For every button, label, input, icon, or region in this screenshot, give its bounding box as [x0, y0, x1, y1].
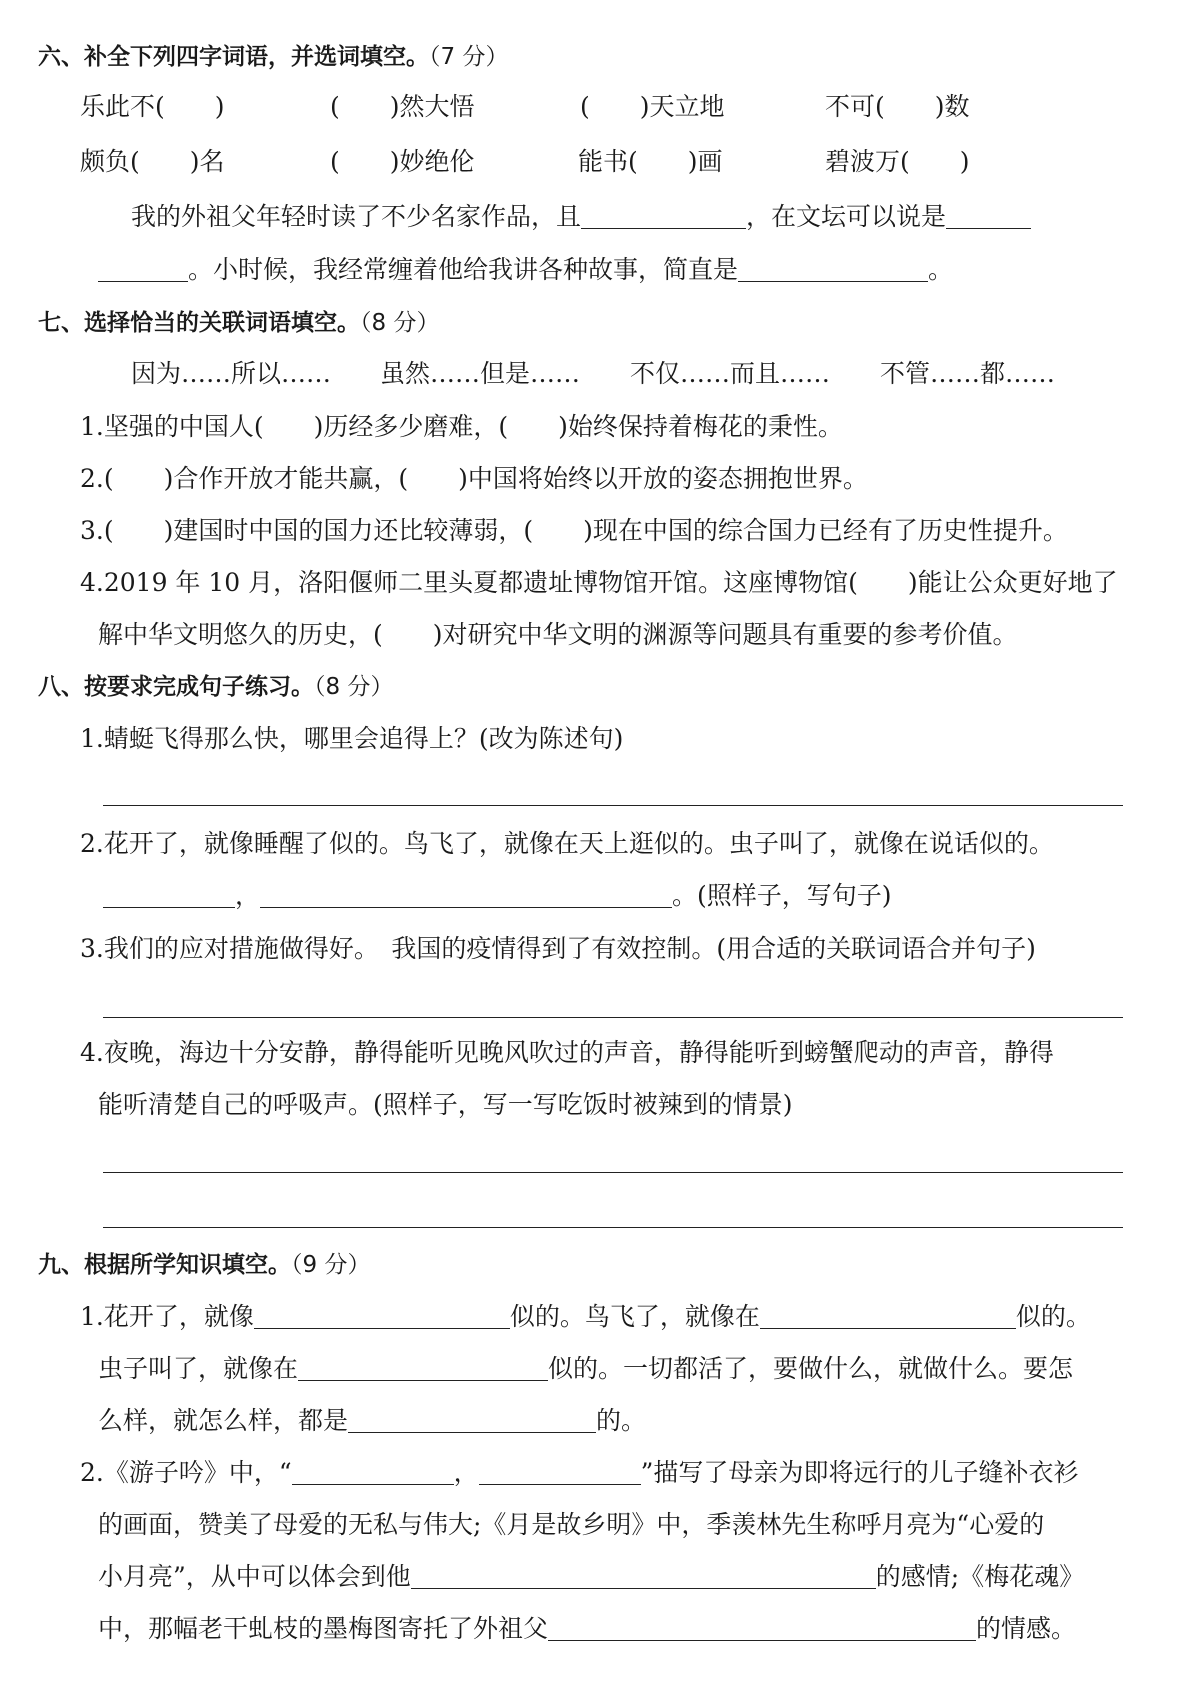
s6-paragraph-line-1: 我的外祖父年轻时读了不少名家作品，且 ，在文坛可以说是	[131, 200, 1031, 234]
s7-question-3: 3.( )建国时中国的国力还比较薄弱，( )现在中国的综合国力已经有了历史性提升。	[80, 516, 1068, 545]
s9-q1-blank-1[interactable]	[254, 1302, 510, 1329]
s7-option-1: 因为……所以……	[131, 359, 332, 388]
s9-q2-line-4: 中，那幅老干虬枝的墨梅图寄托了外祖父 的情感。	[98, 1614, 1077, 1643]
s7-option-2: 虽然……但是……	[380, 359, 581, 388]
section-7-heading: 七、选择恰当的关联词语填空。（8 分）	[38, 310, 440, 336]
s6-paragraph-line-2: 。小时候，我经常缠着他给我讲各种故事，简直是 。	[98, 253, 953, 287]
s9-q2-blank-3[interactable]	[411, 1562, 876, 1589]
s7-question-4-line-1: 4.2019 年 10 月，洛阳偃师二里头夏都遗址博物馆开馆。这座博物馆( )能让公众更好地了	[80, 568, 1118, 597]
s9-q1-line-3: 么样，就怎么样，都是 的。	[98, 1406, 647, 1435]
s8-question-4-line-1: 4.夜晚，海边十分安静，静得能听见晚风吹过的声音，静得能听到螃蟹爬动的声音，静得	[80, 1038, 1054, 1067]
s9-q2-blank-2[interactable]	[479, 1458, 641, 1485]
s7-option-3: 不仅……而且……	[630, 359, 831, 388]
s6-blank-3[interactable]	[738, 255, 928, 282]
s9-q2-blank-1[interactable]	[292, 1458, 454, 1485]
s9-q2-line-2: 的画面，赞美了母爱的无私与伟大;《月是故乡明》中，季羡林先生称呼月亮为“心爱的	[98, 1510, 1045, 1539]
s6-word-7: 能书( )画	[578, 147, 723, 176]
s7-option-4: 不管……都……	[880, 359, 1056, 388]
s9-q1-line-1: 1.花开了，就像 似的。鸟飞了，就像在 似的。	[80, 1302, 1091, 1331]
section-8-heading: 八、按要求完成句子练习。（8 分）	[38, 674, 394, 700]
s6-word-3: ( )天立地	[580, 92, 725, 121]
section-6-heading: 六、补全下列四字词语，并选词填空。（7 分）	[38, 44, 509, 70]
s9-q1-line-2: 虫子叫了，就像在 似的。一切都活了，要做什么，就做什么。要怎	[98, 1354, 1074, 1383]
s6-blank-1[interactable]	[581, 202, 746, 229]
s8-q1-answer-line[interactable]	[103, 805, 1123, 806]
s8-question-1: 1.蜻蜓飞得那么快，哪里会追得上？(改为陈述句)	[80, 724, 624, 753]
s6-word-4: 不可( )数	[825, 92, 970, 121]
s6-word-2: ( )然大悟	[330, 92, 475, 121]
s9-q2-line-1: 2.《游子吟》中，“ ， ”描写了母亲为即将远行的儿子缝补衣衫	[80, 1458, 1079, 1487]
s9-q2-line-3: 小月亮”，从中可以体会到他 的感情;《梅花魂》	[98, 1562, 1085, 1591]
s9-q1-blank-2[interactable]	[760, 1302, 1016, 1329]
s8-question-3: 3.我们的应对措施做得好。 我国的疫情得到了有效控制。(用合适的关联词语合并句子)	[80, 934, 1036, 963]
s9-q1-blank-3[interactable]	[298, 1354, 548, 1381]
s6-word-8: 碧波万( )	[825, 147, 970, 176]
s7-question-4-line-2: 解中华文明悠久的历史，( )对研究中华文明的渊源等问题具有重要的参考价值。	[98, 620, 1018, 649]
s8-q2-blank-2[interactable]	[260, 881, 672, 908]
s6-word-5: 颇负( )名	[80, 147, 225, 176]
s6-blank-2-start[interactable]	[946, 202, 1031, 229]
s8-q2-blank-1[interactable]	[103, 881, 235, 908]
s8-q4-answer-line-2[interactable]	[103, 1227, 1123, 1228]
s7-question-2: 2.( )合作开放才能共赢，( )中国将始终以开放的姿态拥抱世界。	[80, 464, 868, 493]
s9-q1-blank-4[interactable]	[348, 1406, 596, 1433]
s8-question-4-line-2: 能听清楚自己的呼吸声。(照样子，写一写吃饭时被辣到的情景)	[98, 1090, 793, 1119]
s8-q3-answer-line[interactable]	[103, 1017, 1123, 1018]
s7-question-1: 1.坚强的中国人( )历经多少磨难，( )始终保持着梅花的秉性。	[80, 412, 843, 441]
s8-question-2: 2.花开了，就像睡醒了似的。鸟飞了，就像在天上逛似的。虫子叫了，就像在说话似的。	[80, 829, 1054, 858]
s6-word-6: ( )妙绝伦	[330, 147, 475, 176]
s8-q2-answer-row: ， 。(照样子，写句子)	[103, 879, 892, 913]
s6-word-1: 乐此不( )	[80, 92, 225, 121]
s6-blank-2-end[interactable]	[98, 255, 188, 282]
s9-q2-blank-4[interactable]	[548, 1614, 976, 1641]
s8-q4-answer-line-1[interactable]	[103, 1172, 1123, 1173]
section-9-heading: 九、根据所学知识填空。（9 分）	[38, 1252, 371, 1278]
